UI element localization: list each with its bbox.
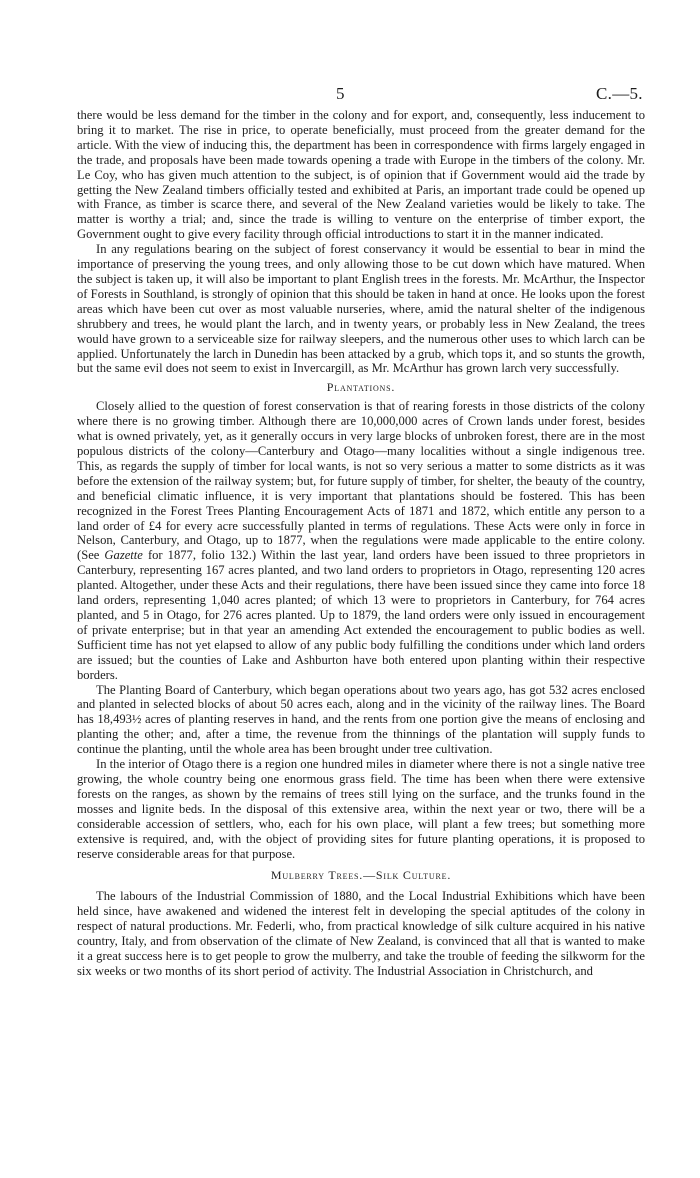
- paragraph-forest-conservancy: In any regulations bearing on the subject of forest conservancy it would be essential to bear in mind the importance of preserving the young trees, and only allowing those to be cut down which have matured. When the subject is taken up, it will also be important to plant English trees in the forests. Mr. McArthur, the Inspector of Forests in Southland, is strongly of opinion that this should be taken in hand at once. He looks upon the forest areas which have been cut over as most valuable nurseries, where, amid the natural shelter of the indigenous shrubbery and trees, he would plant the larch, and in twenty years, or probably less in New Zealand, the trees would have grown to a serviceable size for railway sleepers, and the numerous other uses to which larch can be applied. Unfortunately the larch in Dunedin has been attacked by a grub, which tops it, and so stunts the growth, but the same evil does not seem to exist in Invercargill, as Mr. McArthur has grown larch very successfully.: [77, 242, 645, 376]
- document-reference: C.—5.: [596, 84, 643, 103]
- paragraph-timber-export: there would be less demand for the timber in the colony and for export, and, consequently, less inducement to bring it to market. The rise in price, to operate beneficially, must proceed from the greater demand for the article. With the view of inducing this, the department has been in correspondence with firms largely engaged in the trade, and proposals have been made towards opening a trade with Europe in the timbers of the colony. Mr. Le Coy, who has given much attention to the subject, is of opinion that if Government would aid the trade by getting the New Zealand timbers officially tested and exhibited at Paris, an important trade could be opened up with France, as timber is scarce there, and several of the New Zealand varieties would be likely to take. The matter is worthy a trial; and, since the trade is willing to venture on the enterprise of timber export, the Government ought to give every facility through official introductions to start it in the manner indicated.: [77, 108, 645, 242]
- paragraph-silk-culture: The labours of the Industrial Commission of 1880, and the Local Industrial Exhibitions which have been held since, have awakened and widened the interest felt in developing the special aptitudes of the colony in respect of natural productions. Mr. Federli, who, from practical knowledge of silk culture acquired in his native country, Italy, and from observation of the climate of New Zealand, is convinced that all that is wanted to make it a great success here is to get people to grow the mulberry, and take the trouble of feeding the silkworm for the six weeks or two months of its short period of activity. The Industrial Association in Christchurch, and: [77, 889, 645, 978]
- section-heading-mulberry: Mulberry Trees.—Silk Culture.: [270, 868, 452, 883]
- page-number: 5: [336, 84, 345, 103]
- gazette-reference: Gazette: [104, 548, 143, 563]
- body-text: [77, 108, 645, 979]
- paragraph-planting-board: The Planting Board of Canterbury, which began operations about two years ago, has got 532 acres enclosed and planted in selected blocks of about 50 acres each, along and in the vicinity of the railway lines. The Board has 18,493½ acres of planting reserves in hand, and the rents from one portion give the means of enclosing and planting the other; and, after a time, the revenue from the thinnings of the plantation will supply funds to continue the planting, until the whole area has been brought under tree cultivation.: [77, 682, 645, 757]
- paragraph-text-part: for 1877, folio 132.) Within the last year, land orders have been issued to three proprietors in Canterbury, representing 167 acres planted, and two land orders to proprietors in Otago, representing 120 acres planted. Altogether, under these Acts and their regulations, there have been issued since they came into force 18 land orders, representing 1,040 acres planted; of which 13 were to proprietors in Canterbury, for 764 acres planted, and 5 in Otago, for 276 acres planted. Up to 1879, the land orders were only issued in encouragement of private enterprise; but in that year an amending Act extended the encouragement to public bodies as well. Sufficient time has not yet elapsed to allow of any public body fulfilling the conditions under which land orders are issued; but the counties of Lake and Ashburton have both entered upon planting within their respective borders.: [77, 548, 645, 682]
- paragraph-otago-interior: In the interior of Otago there is a region one hundred miles in diameter where there is not a single native tree growing, the whole country being one enormous grass field. The time has been when there were extensive forests on the ranges, as shown by the remains of trees still lying on the surface, and the trunks found in the mosses and lignite beds. In the disposal of this extensive area, within the next year or two, there will be a considerable accession of settlers, who, each for his own place, will plant a few trees; but something more extensive is required, and, with the object of providing sites for future planting operations, it is proposed to reserve considerable areas for that purpose.: [77, 757, 645, 861]
- paragraph-planting-encouragement: [77, 399, 645, 682]
- paragraph-text-part: Closely allied to the question of forest conservation is that of rearing forests in those districts of the colony where there is no growing timber. Although there are 10,000,000 acres of Crown lands under forest, besides what is owned privately, yet, as it generally occurs in very large blocks of unbroken forest, there are in the most populous districts of the colony—Canterbury and Otago—many localities without a single indigenous tree. This, as regards the supply of timber for local wants, is not so very serious a matter to some districts as it was before the extension of the railway system; but, for future supply of timber, for shelter, the beauty of the country, and beneficial climatic influence, it is very important that plantations should be fostered. This has been recognized in the Forest Trees Planting Encouragement Acts of 1871 and 1872, which entitle any person to a land order of £4 for every acre successfully planted in terms of regulations. These Acts were only in force in Nelson, Canterbury, and Otago, up to 1877, when the regulations were made applicable to the entire colony. (See: [77, 399, 645, 563]
- section-heading-plantations: Plantations.: [326, 380, 396, 395]
